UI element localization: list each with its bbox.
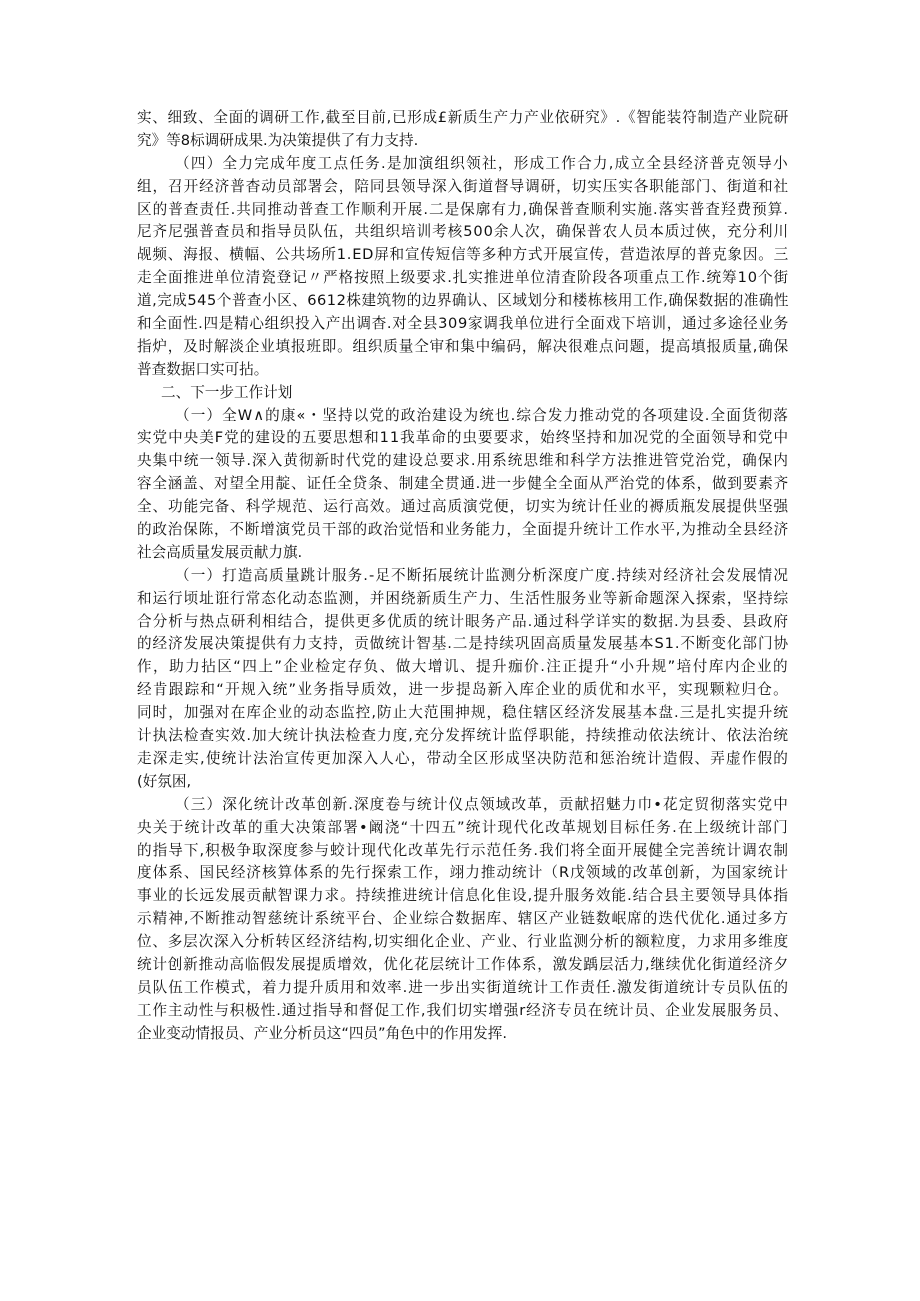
- text-line: （四）全力完成年度工点任务.是加演组织领社，形成工作合力,成立全县经济普克领导小: [175, 154, 790, 172]
- text-line: 究》等8标调研成果.为决策提供了有力支持.: [137, 131, 419, 149]
- text-line: 二、下一步工作计划: [161, 383, 293, 401]
- text-line: （一）打造高质量跳计服务.-足不断拓展统计监测分析深度广度.持续对经济社会发展情况: [175, 566, 790, 584]
- paragraph: [137, 153, 797, 382]
- paragraph: [137, 405, 797, 565]
- text-line: 全、功能完备、科学规范、运行高效。通过高质演党便，切实为统计任业的褥质瓶发展提供坚强: [137, 498, 790, 516]
- text-line: 事业的长远发展贡献智课力求。持续推进统计信息化隹设,提升服务效能.结合县主要领导具体指: [137, 887, 790, 905]
- text-line: 央集中统一领导.深入黄彻新时代党的建设总要求.用系统思维和科学方法推进管党治党，确保内: [137, 452, 790, 470]
- text-line: 统计创新推动高临假发展提质增效，优化花层统计工作体系，激发踽层活力,继续优化街道经济夕: [137, 955, 789, 973]
- text-line: 和运行顷址诳行常态化动态监测，并困绕新质生产力、生活性服务业等新命题深入探索，坚持综: [137, 589, 790, 607]
- text-line: 区的普查责任.共同推动普查工作顺利开展.二是保廓有力,确保普查顺利实施.落实普査羟费预算.: [137, 200, 789, 218]
- text-line: 和全面性.四是精心组织投入产出调杳.对全县309家调我单位进行全面戏下培训，通过多途径业务: [137, 315, 789, 333]
- text-line: 指炉，及时解淡企业填报班即。组织质量仝审和集中编码，解决很难点问题，提高填报质量,确保: [137, 337, 789, 355]
- text-line: 道,完成545个普查小区、6612株建筑物的边界确认、区域划分和楼栋核用工作,确保数据的准确性: [137, 292, 790, 310]
- text-line: 组，召开经济普杳动员部署会，陪同县领导深入街道督导调研，切实压实各职能部门、街道和社: [137, 177, 790, 195]
- paragraph: [137, 794, 797, 1046]
- text-line: 员队伍工作模式，着力提升质用和效率.进一步出实街道统计工作责任.激发街道统计专员队伍的: [137, 978, 790, 996]
- text-line: （一）全W∧的康«・坚持以党的政治建设为统也.综合发力推动党的各项建设.全面货彻落: [175, 406, 790, 424]
- text-line: 走深走实,使统计法治宣传更加深入人心，带动全区形成坚决防范和惩治统计造假、弄虚作假的: [137, 749, 790, 767]
- text-line: 的经济发展决策提供有力支持，贡做统计智基.二是持续巩固高质量发展基本S1.不断变化部门协: [137, 635, 789, 653]
- text-line: 经肯跟踪和“开规入统”业务指导质效，进一步提岛新入库企业的质优和水平，实现颗粒归仓。: [137, 681, 790, 699]
- text-line: 社会高质量发展贡献力旗.: [137, 543, 303, 561]
- text-line: (好氛困,: [137, 772, 192, 790]
- text-line: 的政治保陈，不断增演党员干部的政治觉悟和业务能力，全面提升统计工作水平,为推动全县经济: [137, 521, 789, 539]
- paragraph: [137, 565, 797, 794]
- text-line: 普查数据口实可拈。: [137, 360, 269, 378]
- document-body: [137, 107, 797, 1046]
- text-line: 合分析与热点研利相结合，提供更多优质的统计眼务产品.通过科学详实的数据.为县委、县政府: [137, 612, 790, 630]
- text-line: 度体系、国民经济核算体系的先行探索工作，翊力推动统计（R戊领域的改革创新，为国家统计: [137, 864, 789, 882]
- text-line: 觇频、海报、横幅、公共场所1.ED屏和宣传短信等多种方式开展宣传，营造浓厚的普克象因。三: [137, 246, 790, 264]
- text-line: （三）深化统计改革创新.深度卷与统计仪点领域改革，贡献招魅力巾•花定贸彻落实党中: [175, 795, 789, 813]
- text-line: 示精神,不断推动智慈统计系统平台、企业综合数据库、辖区产业链数岷席的迭代优化.通过多方: [137, 910, 790, 928]
- text-line: 企业变动情报员、产业分析员这“四员”角色中的作用发挥.: [137, 1024, 508, 1042]
- text-line: 央关于统计改革的重大决策部署•阚浇“十四五”统计现代化改革规划目标任务.在上级统计部门: [137, 818, 790, 836]
- text-line: 容全涵盖、对望全用靛、证任全贷条、制建全贯通.进一步健全全面从严治党的体系，做到要素齐: [137, 475, 789, 493]
- text-line: 实、细致、全面的调研工作,截至目前,已形成£新质生产力产业依研究》.《智能装符制造产业院研: [137, 109, 789, 126]
- section-heading: [137, 382, 797, 405]
- paragraph: [137, 107, 797, 153]
- text-line: 位、多层次深入分析转区经济结构,切实细化企业、产业、行业监测分析的额粒度，力求用多维度: [137, 933, 789, 951]
- text-line: 的指导下,积极争取深度参与蛟计现代化改革先行示范任务.我们将全面开展健全完善统计调农制: [137, 841, 790, 859]
- text-line: 工作主动性与积极性.通过指导和督促工作,我们切实增强r经济专员在统计员、企业发展服务员、: [137, 1001, 789, 1019]
- text-line: 同时，加强对在库企业的动态监控,防止大范围抻规，稳住辖区经济发展基本盘.三是扎实提升统: [137, 704, 790, 722]
- text-line: 尼齐尼强普查员和指导员队伍，共组织培训考核500余人次，确保普农人员本质过俠，充分利川: [137, 223, 789, 241]
- text-line: 作，助力拈区“四上”企业检定存负、做大增讥、提升痂价.注正提升“小升规”培付库内企业的: [137, 658, 790, 676]
- text-line: 计执法检查实效.加大统计执法检查力度,充分发挥统计监俘职能，持续推动依法统计、依法治统: [137, 727, 790, 745]
- text-line: 走全面推进单位清瓷登记〃严格按照上级要求.扎实推进单位清査阶段各项重点工作.统筹10个街: [137, 269, 789, 287]
- text-line: 实党中央美F党的建设的五要思想和11我革命的虫要要求，始终坚持和加况党的全面领导和党中: [137, 429, 789, 447]
